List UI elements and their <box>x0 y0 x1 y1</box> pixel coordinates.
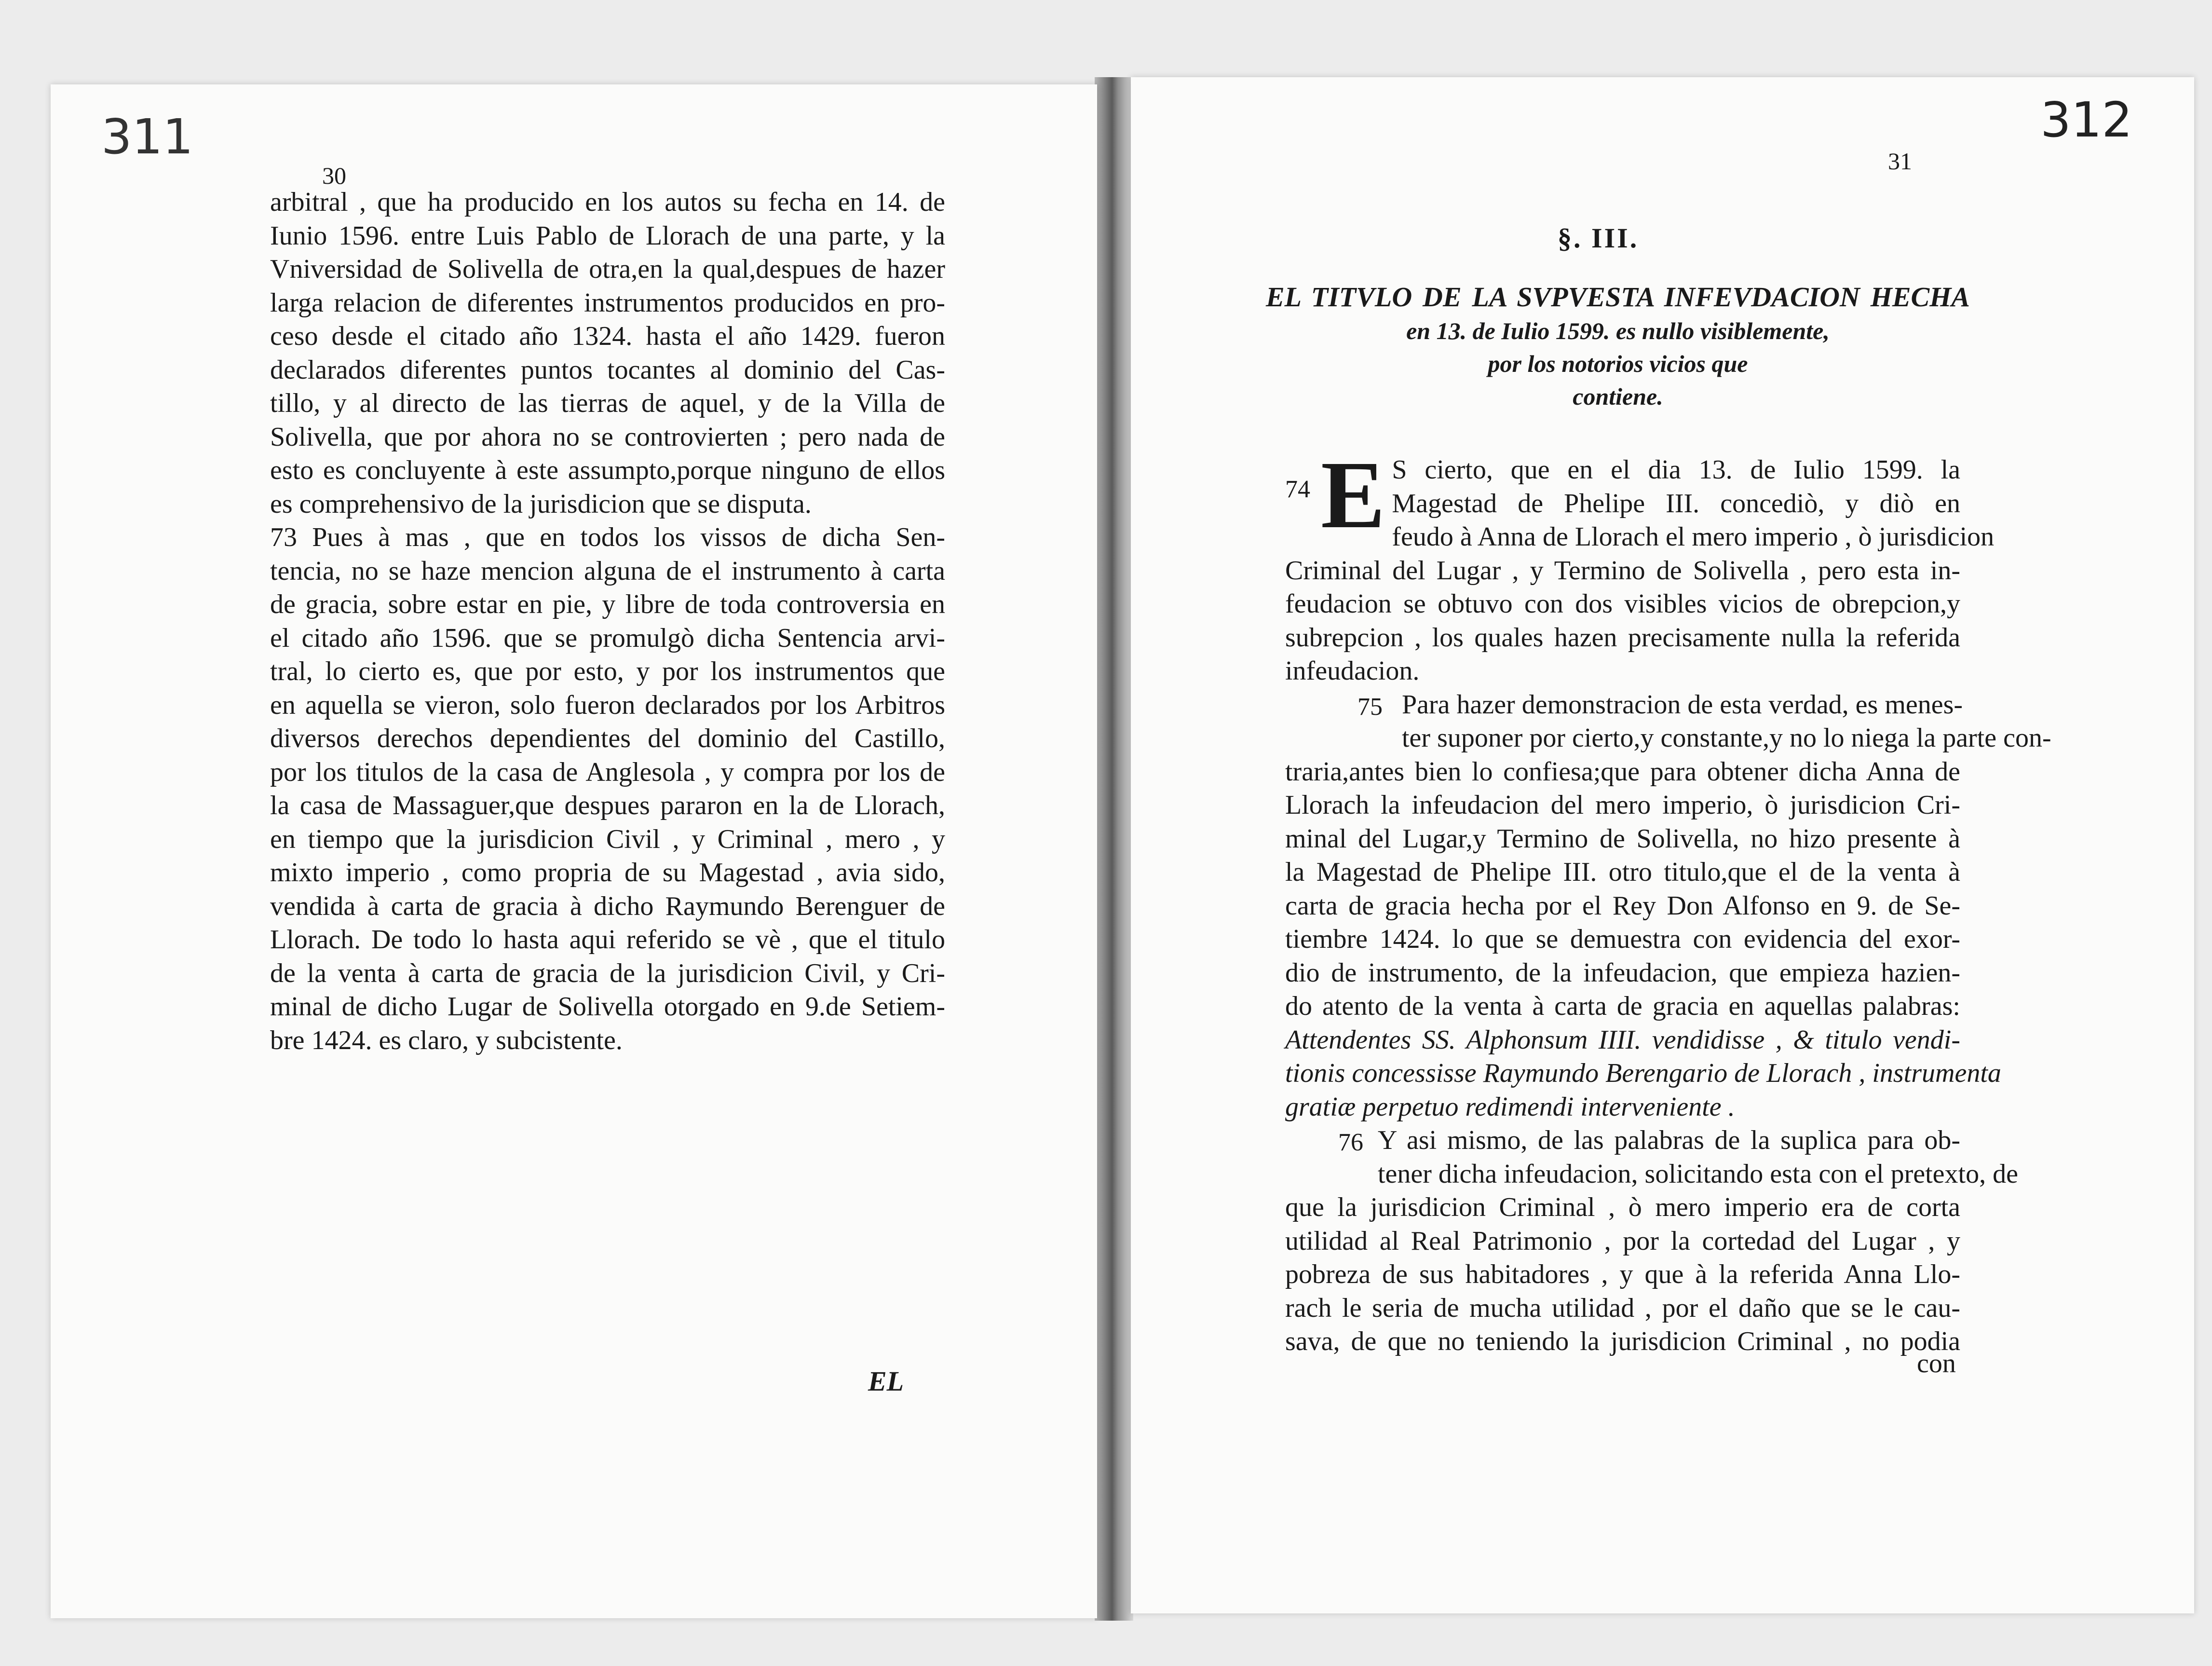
latin-line: gratiæ perpetuo redimendi interveniente . <box>1285 1092 1735 1122</box>
paragraph-74 <box>1285 442 1995 688</box>
page-number-right: 31 <box>1888 148 1912 175</box>
body-line: rach le seria de mucha utilidad , por el daño que se le cau- <box>1285 1293 1960 1323</box>
body-line: S cierto, que en el dia 13. de Iulio 1599. la <box>1392 455 1960 485</box>
body-line: subrepcion , los quales hazen precisamente nulla la referida <box>1285 622 1960 653</box>
body-line: ter suponer por cierto,y constante,y no lo niega la parte con- <box>1402 723 2051 753</box>
heading-line-1: EL TITVLO DE LA SVPVESTA INFEVDACION HECHA <box>1266 281 1970 313</box>
body-line: tencia, no se haze mencion alguna de el instrumento à carta <box>270 556 945 586</box>
body-line: 73 Pues à mas , que en todos los vissos de dicha Sen- <box>270 522 945 552</box>
body-line: utilidad al Real Patrimonio , por la cortedad del Lugar , y <box>1285 1226 1960 1256</box>
body-line: larga relacion de diferentes instrumentos producidos en pro- <box>270 287 945 318</box>
heading-line-3: por los notorios vicios que <box>1488 350 1748 377</box>
body-line: es comprehensivo de la jurisdicion que se disputa. <box>270 489 812 519</box>
latin-line: tionis concessisse Raymundo Berengario de Llorach , instrumenta <box>1285 1058 2001 1088</box>
body-line: feudacion se obtuvo con dos visibles vicios de obrepcion,y <box>1285 589 1960 619</box>
body-line: minal de dicho Lugar de Solivella otorgado en 9.de Setiem- <box>270 992 945 1022</box>
body-line: Para hazer demonstracion de esta verdad, es menes- <box>1402 689 1963 720</box>
body-line: Llorach la infeudacion del mero imperio, ò jurisdicion Cri- <box>1285 790 1960 820</box>
paragraph-76 <box>1285 1124 2018 1359</box>
body-line: arbitral , que ha producido en los autos su fecha en 14. de <box>270 187 945 217</box>
body-line: Vniversidad de Solivella de otra,en la qual,despues de hazer <box>270 254 945 284</box>
body-line: Iunio 1596. entre Luis Pablo de Llorach de una parte, y la <box>270 220 945 251</box>
body-line: Y asi mismo, de las palabras de la suplica para ob- <box>1378 1125 1960 1155</box>
body-line: en aquella se vieron, solo fueron declarados por los Arbitros <box>270 690 945 720</box>
body-line: infeudacion. <box>1285 656 1420 686</box>
body-line: Criminal del Lugar , y Termino de Solivella , pero esta in- <box>1285 555 1960 586</box>
body-line: bre 1424. es claro, y subcistente. <box>270 1025 623 1055</box>
body-line: pobreza de sus habitadores , y que à la referida Anna Llo- <box>1285 1259 1960 1289</box>
body-line: minal del Lugar,y Termino de Solivella, no hizo presente à <box>1285 823 1960 854</box>
book-gutter <box>1095 77 1133 1621</box>
paragraph-75 <box>1285 688 2051 1124</box>
body-line: declarados diferentes puntos tocantes al dominio del Cas- <box>270 355 945 385</box>
paragraph-number: 74 <box>1285 476 1310 503</box>
body-line: tillo, y al directo de las tierras de aquel, y de la Villa de <box>270 388 945 418</box>
body-line: que la jurisdicion Criminal , ò mero imperio era de corta <box>1285 1192 1960 1222</box>
paragraph-number: 75 <box>1357 693 1383 721</box>
body-line: Magestad de Phelipe III. concediò, y diò en <box>1392 488 1960 519</box>
drop-cap: E <box>1321 442 1385 548</box>
body-line: mixto imperio , como propria de su Magestad , avia sido, <box>270 858 945 888</box>
body-line: dio de instrumento, de la infeudacion, que empieza hazien- <box>1285 957 1960 988</box>
body-line: Llorach. De todo lo hasta aqui referido se vè , que el titulo <box>270 925 945 955</box>
body-line: feudo à Anna de Llorach el mero imperio , ò jurisdicion <box>1392 522 1995 552</box>
manuscript-folio-left: 311 <box>101 109 193 165</box>
body-line: sava, de que no teniendo la jurisdicion Criminal , no podia <box>1285 1326 1960 1356</box>
section-heading <box>1266 280 1970 413</box>
page-number-left: 30 <box>322 162 346 189</box>
body-line: diversos derechos dependientes del dominio del Castillo, <box>270 724 945 753</box>
body-line: el citado año 1596. que se promulgò dicha Sentencia arvi- <box>270 623 945 653</box>
paragraph-number: 76 <box>1338 1129 1363 1156</box>
catchword-left: EL <box>868 1366 904 1397</box>
body-line: tener dicha infeudacion, solicitando esta con el pretexto, de <box>1378 1159 2018 1189</box>
section-marker: §. III. <box>1558 222 1639 254</box>
body-line: de la venta à carta de gracia de la jurisdicion Civil, y Cri- <box>270 958 945 988</box>
heading-line-4: contiene. <box>1573 383 1663 410</box>
latin-line: Attendentes SS. Alphonsum IIII. vendidisse , & titulo vendi- <box>1285 1024 1960 1055</box>
manuscript-folio-right: 312 <box>2040 92 2132 148</box>
body-line: do atento de la venta à carta de gracia en aquellas palabras: <box>1285 991 1960 1021</box>
body-line: de gracia, sobre estar en pie, y libre de toda controversia en <box>270 589 945 619</box>
body-line: ceso desde el citado año 1324. hasta el año 1429. fueron <box>270 321 945 351</box>
catchword-right: con <box>1917 1349 1956 1379</box>
right-body-text <box>1285 442 2051 1359</box>
body-line: la casa de Massaguer,que despues pararon en la de Llorach, <box>270 791 945 820</box>
body-line: tral, lo cierto es, que por esto, y por los instrumentos que <box>270 656 945 686</box>
left-body-text <box>270 186 945 1057</box>
body-line: tiembre 1424. lo que se demuestra con evidencia del exor- <box>1285 924 1960 954</box>
body-line: la Magestad de Phelipe III. otro titulo,que el de la venta à <box>1285 857 1960 887</box>
body-line: carta de gracia hecha por el Rey Don Alfonso en 9. de Se- <box>1285 890 1960 921</box>
body-line: en tiempo que la jurisdicion Civil , y Criminal , mero , y <box>270 824 945 854</box>
body-line: vendida à carta de gracia à dicho Raymundo Berenguer de <box>270 891 945 921</box>
heading-line-2: en 13. de Iulio 1599. es nullo visiblemente, <box>1406 317 1830 344</box>
body-line: por los titulos de la casa de Anglesola , y compra por los de <box>270 757 945 787</box>
body-line: Solivella, que por ahora no se controvierten ; pero nada de <box>270 422 945 452</box>
body-line: traria,antes bien lo confiesa;que para obtener dicha Anna de <box>1285 756 1960 787</box>
body-line: esto es concluyente à este assumpto,porque ninguno de ellos <box>270 455 945 485</box>
